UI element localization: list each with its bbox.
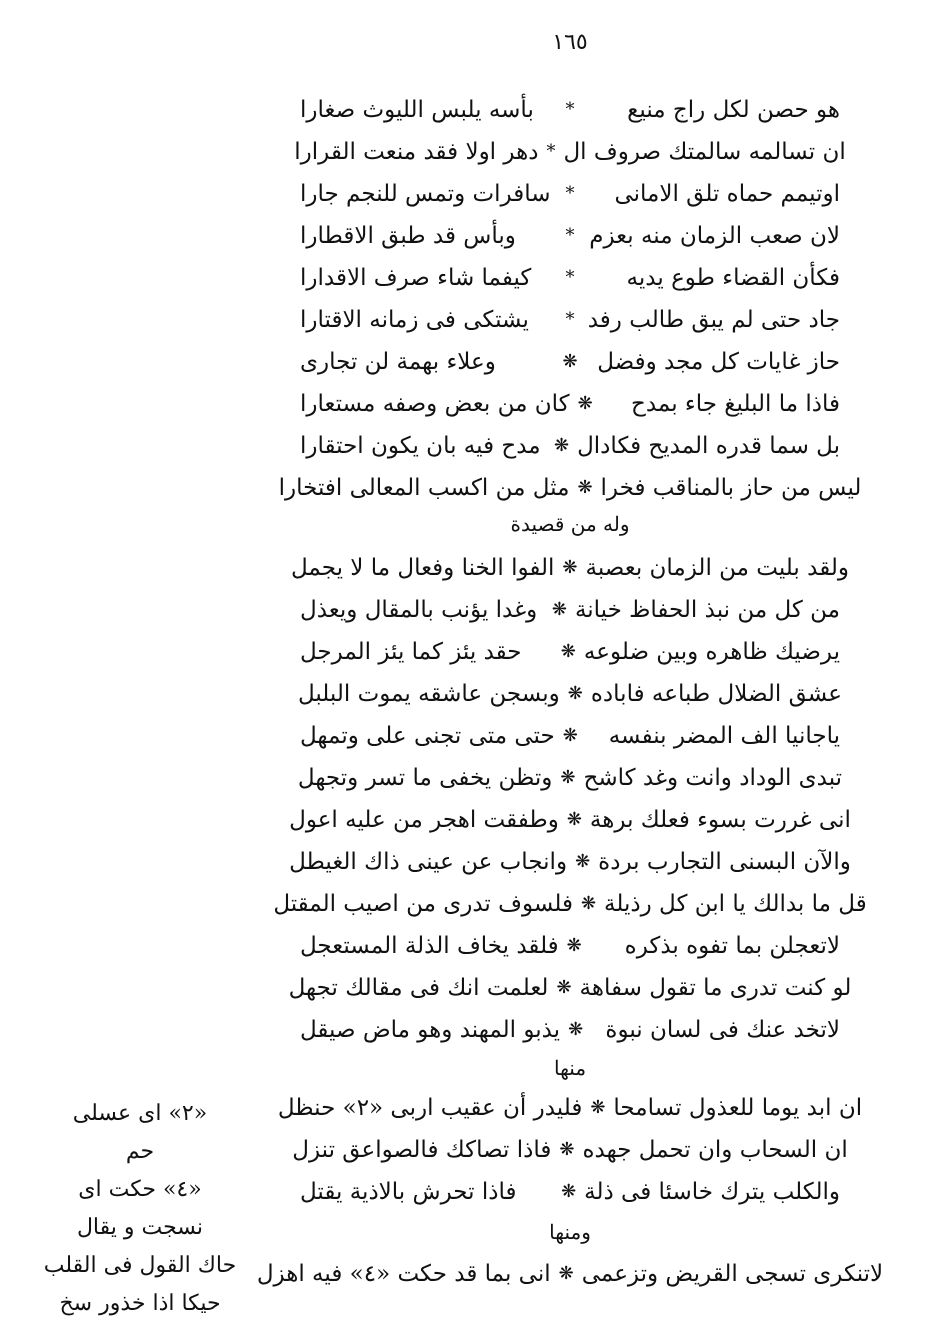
margin-note: حم [125, 1139, 155, 1164]
verse-line [256, 1254, 884, 1294]
hemistich-first: جاد حتى لم يبق طالب رفد [587, 307, 840, 333]
verse-separator: ❋ [551, 599, 567, 620]
section-heading: منها [553, 1056, 587, 1080]
verse-separator: ❋ [558, 1263, 574, 1284]
hemistich-second: وبأس قد طبق الاقطارا [300, 223, 516, 249]
verse-line [300, 426, 840, 466]
hemistich-first: يرضيك ظاهره وبين ضلوعه [583, 639, 840, 665]
verse-separator: ❋ [566, 935, 582, 956]
hemistich-first: بل سما قدره المديح فكادال [577, 433, 840, 459]
hemistich-first: والكلب يترك خاسئا فى ذلة [584, 1179, 840, 1205]
verse-line [300, 384, 840, 424]
verse-separator: ❋ [580, 893, 597, 914]
hemistich-first: هو حصن لكل راج منيع [627, 97, 840, 123]
verse-line [289, 800, 851, 840]
verse-line [273, 884, 867, 924]
hemistich-first: قل ما بدالك يا ابن كل رذيلة [604, 891, 867, 917]
verse-separator: * [565, 183, 575, 204]
verse-line [300, 926, 840, 966]
hemistich-second: فاذا تصاكك فالصواعق تنزل [292, 1137, 552, 1163]
verse-line [300, 632, 840, 672]
hemistich-first: تبدى الوداد وانت وغد كاشح [583, 765, 843, 791]
verse-separator: ❋ [590, 1097, 606, 1118]
verse-separator: * [565, 99, 575, 120]
page-number: ١٦٥ [552, 30, 588, 55]
hemistich-second: يشتكى فى زمانه الاقتارا [300, 307, 529, 333]
hemistich-second: كيفما شاء صرف الاقدارا [300, 265, 532, 291]
hemistich-second: وعلاء بهمة لن تجارى [300, 349, 496, 375]
margin-note: نسجت و يقال [76, 1215, 204, 1240]
verse-line [300, 342, 840, 382]
verse-line [300, 716, 840, 756]
verse-separator: ❋ [568, 1019, 584, 1040]
hemistich-first: اوتيمم حماه تلق الامانى [614, 181, 840, 207]
verse-line [289, 842, 851, 882]
hemistich-first: من كل من نبذ الحفاظ خيانة [574, 597, 840, 623]
verse-separator: * [565, 225, 575, 246]
hemistich-first: فكأن القضاء طوع يديه [626, 265, 840, 291]
hemistich-first: لاتعجلن بما تفوه بذكره [624, 933, 840, 959]
verse-separator: * [546, 141, 556, 162]
hemistich-second: سافرات وتمس للنجم جارا [300, 181, 551, 207]
hemistich-first: لاتنكرى تسجى القريض وتزعمى [581, 1261, 884, 1287]
hemistich-first: ياجانيا الف المضر بنفسه [608, 723, 840, 749]
verse-separator: ❋ [562, 557, 578, 578]
verse-separator: ❋ [556, 977, 572, 998]
hemistich-second: الفوا الخنا وفعال ما لا يجمل [291, 555, 555, 581]
verse-line [300, 590, 840, 630]
hemistich-first: ان ابد يوما للعذول تسامحا [613, 1095, 863, 1121]
verse-line [300, 1172, 840, 1212]
verse-separator: ❋ [575, 851, 591, 872]
hemistich-second: حقد يئز كما يئز المرجل [300, 639, 522, 665]
hemistich-first: عشق الضلال طباعه فاباده [590, 681, 843, 707]
margin-note: حيكا اذا خذور سخ [59, 1291, 221, 1316]
hemistich-second: يذبو المهند وهو ماض صيقل [300, 1017, 561, 1043]
verse-line [278, 468, 862, 508]
hemistich-second: حتى متى تجنى على وتمهل [300, 723, 555, 749]
hemistich-second: وطفقت اهجر من عليه اعول [289, 807, 559, 833]
hemistich-second: انى بما قد حكت «٤» فيه اهزل [256, 1261, 551, 1287]
verse-separator: ❋ [562, 351, 578, 372]
hemistich-second: كان من بعض وصفه مستعارا [300, 391, 570, 417]
verse-line [292, 1130, 848, 1170]
hemistich-first: لو كنت تدرى ما تقول سفاهة [579, 975, 852, 1001]
hemistich-second: دهر اولا فقد منعت القرارا [294, 139, 539, 165]
hemistich-first: حاز غايات كل مجد وفضل [597, 349, 840, 375]
margin-note: حاك القول فى القلب [43, 1253, 237, 1278]
hemistich-second: فلسوف تدرى من اصيب المقتل [273, 891, 573, 917]
verse-separator: * [565, 309, 575, 330]
hemistich-first: ولقد بليت من الزمان بعصبة [585, 555, 849, 581]
hemistich-first: والآن البسنى التجارب بردة [598, 849, 851, 875]
section-heading: ومنها [549, 1220, 591, 1244]
verse-line [300, 174, 840, 214]
verse-line [288, 968, 852, 1008]
verse-line [297, 674, 843, 714]
hemistich-second: وانجاب عن عينى ذاك الغيطل [289, 849, 568, 875]
hemistich-second: مدح فيه بان يكون احتقارا [300, 433, 541, 459]
verse-line [291, 548, 849, 588]
verse-line [300, 90, 840, 130]
verse-separator: ❋ [559, 1139, 575, 1160]
hemistich-second: وبسجن عاشقه يموت البلبل [297, 681, 560, 707]
verse-line [277, 1088, 863, 1128]
verse-line [294, 132, 846, 172]
hemistich-second: فلقد يخاف الذلة المستعجل [300, 933, 559, 959]
section-heading: وله من قصيدة [510, 512, 630, 536]
hemistich-first: لاتخد عنك فى لسان نبوة [605, 1017, 840, 1043]
verse-separator: ❋ [567, 683, 583, 704]
verse-line [297, 758, 843, 798]
verse-separator: ❋ [561, 1181, 577, 1202]
hemistich-second: وتظن يخفى ما تسر وتجهل [297, 765, 553, 791]
verse-line [300, 300, 840, 340]
hemistich-first: انى غررت بسوء فعلك برهة [589, 807, 851, 833]
verse-separator: ❋ [562, 725, 578, 746]
verse-line [300, 1010, 840, 1050]
verse-separator: ❋ [577, 393, 593, 414]
verse-separator: ❋ [577, 477, 593, 498]
margin-note: «٤» حكت اى [78, 1177, 202, 1202]
hemistich-second: بأسه يلبس الليوث صغارا [300, 97, 534, 123]
verse-separator: ❋ [553, 435, 570, 456]
hemistich-first: ان السحاب وان تحمل جهده [582, 1137, 848, 1163]
hemistich-second: فاذا تحرش بالاذية يقتل [300, 1179, 517, 1205]
hemistich-second: وغدا يؤنب بالمقال ويعذل [300, 597, 538, 623]
verse-line [300, 216, 840, 256]
verse-separator: ❋ [560, 641, 576, 662]
hemistich-second: مثل من اكسب المعالى افتخارا [278, 475, 570, 501]
verse-separator: ❋ [566, 809, 582, 830]
margin-note: «٢» اى عسلى [72, 1101, 208, 1126]
hemistich-first: لان صعب الزمان منه بعزم [589, 223, 840, 249]
verse-line [300, 258, 840, 298]
verse-separator: ❋ [560, 767, 576, 788]
hemistich-second: لعلمت انك فى مقالك تجهل [288, 975, 549, 1001]
verse-separator: * [565, 267, 575, 288]
hemistich-first: فاذا ما البليغ جاء بمدح [631, 391, 840, 417]
hemistich-first: ان تسالمه سالمتك صروف ال [563, 139, 846, 165]
hemistich-first: ليس من حاز بالمناقب فخرا [600, 475, 862, 501]
hemistich-second: فليدر أن عقيب اربى «٢» حنظل [277, 1095, 583, 1121]
margin-notes [40, 1095, 240, 1323]
